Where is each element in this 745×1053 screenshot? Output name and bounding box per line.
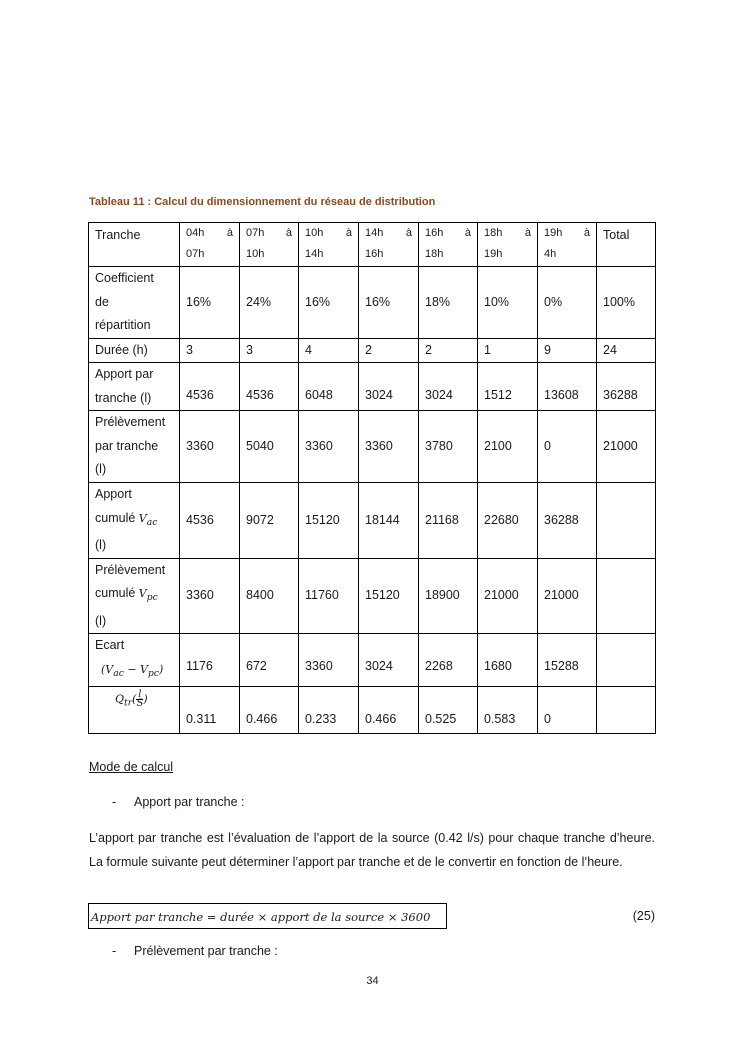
table-cell: 16%	[180, 267, 240, 339]
header-cell	[240, 223, 299, 267]
table-cell: 36288	[538, 483, 597, 559]
table-cell: 2100	[478, 411, 538, 483]
row-label: Apport cumulé $V_{ac}$ (l)	[89, 483, 180, 559]
page-number: 34	[366, 975, 379, 987]
table-cell: 0.311	[180, 686, 240, 733]
table-cell: 18%	[419, 267, 478, 339]
table-cell: 21000	[478, 558, 538, 634]
table-cell: 1	[478, 338, 538, 363]
bullet-prelevement	[112, 944, 278, 958]
header-tranche: Tranche	[89, 223, 180, 267]
table-cell: 100%	[597, 267, 656, 339]
table-cell: 0%	[538, 267, 597, 339]
header-to: 19h	[484, 248, 503, 260]
header-a: à	[583, 227, 590, 239]
fraction: $\frac{l}{S}$	[136, 688, 144, 709]
bullet-dash: -	[112, 795, 117, 809]
mode-de-calcul-heading: Mode de calcul	[89, 760, 174, 774]
row-label: $Q_{tr}$( $\frac{l}{S}$ )	[89, 686, 180, 733]
row-label: Durée (h)	[89, 338, 180, 363]
table-cell: 4536	[180, 363, 240, 411]
table-cell: 2268	[419, 634, 478, 686]
table-cell: 4	[299, 338, 359, 363]
table-cell: 9	[538, 338, 597, 363]
table-cell: 22680	[478, 483, 538, 559]
table-cell: 3780	[419, 411, 478, 483]
table-cell: 0.525	[419, 686, 478, 733]
table-cell: 5040	[240, 411, 299, 483]
table-cell: 16%	[299, 267, 359, 339]
table-row	[89, 686, 656, 733]
header-to: 4h	[544, 248, 557, 260]
body-paragraph: L’apport par tranche est l’évaluation de l’apport de la source (0.42 l/s) pour chaque tranche d’heure. La formule suivante peut déterminer l’apport par tranche et de le convertir en fonction de l’heure.	[89, 831, 655, 869]
header-from: 14h	[365, 227, 384, 239]
row-label: Prélèvement par tranche (l)	[89, 411, 180, 483]
bullet-dash: -	[112, 944, 117, 958]
table-row	[89, 483, 656, 559]
distribution-table	[88, 222, 656, 734]
table-cell: 0	[538, 411, 597, 483]
table-cell: 2	[419, 338, 478, 363]
row-label: Coefficient de répartition	[89, 267, 180, 339]
table-caption: Tableau 11 : Calcul du dimensionnement du réseau de distribution	[89, 196, 436, 208]
table-cell: 3360	[299, 411, 359, 483]
table-cell: 1680	[478, 634, 538, 686]
table-cell: 9072	[240, 483, 299, 559]
table-cell: 11760	[299, 558, 359, 634]
table-cell: 10%	[478, 267, 538, 339]
header-cell	[359, 223, 419, 267]
table-cell: 0.466	[359, 686, 419, 733]
table-cell: 15120	[299, 483, 359, 559]
table-cell	[597, 483, 656, 559]
header-cell	[478, 223, 538, 267]
header-cell	[419, 223, 478, 267]
table-cell: 672	[240, 634, 299, 686]
table-cell: 1176	[180, 634, 240, 686]
table-cell: 3360	[359, 411, 419, 483]
header-from: 10h	[305, 227, 324, 239]
bullet-prelevement-label: Prélèvement par tranche :	[134, 944, 278, 958]
formula-box: Apport par tranche = durée × apport de la source × 3600	[88, 903, 447, 929]
table-cell: 3360	[180, 411, 240, 483]
table-cell: 18900	[419, 558, 478, 634]
bullet-apport-label: Apport par tranche :	[134, 795, 245, 809]
table-cell: 0.233	[299, 686, 359, 733]
row-label: Prélèvement cumulé $V_{pc}$ (l)	[89, 558, 180, 634]
header-from: 18h	[484, 227, 503, 239]
table-cell: 3	[240, 338, 299, 363]
table-cell	[597, 558, 656, 634]
table-cell: 3360	[180, 558, 240, 634]
header-to: 16h	[365, 248, 384, 260]
header-row	[89, 223, 656, 267]
table-cell: 16%	[359, 267, 419, 339]
table-row	[89, 338, 656, 363]
header-from: 19h	[544, 227, 563, 239]
table-cell: 15120	[359, 558, 419, 634]
table-cell: 3024	[359, 634, 419, 686]
header-cell	[299, 223, 359, 267]
table-cell: 18144	[359, 483, 419, 559]
bullet-apport	[112, 795, 244, 809]
table-row	[89, 363, 656, 411]
header-a: à	[464, 227, 471, 239]
header-to: 07h	[186, 248, 205, 260]
table-cell: 2	[359, 338, 419, 363]
table-cell: 36288	[597, 363, 656, 411]
row-label: Apport par tranche (l)	[89, 363, 180, 411]
header-a: à	[285, 227, 292, 239]
header-a: à	[226, 227, 233, 239]
table-cell: 1512	[478, 363, 538, 411]
header-a: à	[405, 227, 412, 239]
table-cell: 3024	[359, 363, 419, 411]
table-cell: 3024	[419, 363, 478, 411]
table-cell: 0.466	[240, 686, 299, 733]
header-to: 18h	[425, 248, 444, 260]
table-cell: 3360	[299, 634, 359, 686]
header-total: Total	[597, 223, 656, 267]
header-a: à	[524, 227, 531, 239]
table-cell: 13608	[538, 363, 597, 411]
header-to: 10h	[246, 248, 265, 260]
equation-number: (25)	[632, 909, 655, 923]
table-cell: 0.583	[478, 686, 538, 733]
table-row	[89, 558, 656, 634]
table-cell	[597, 634, 656, 686]
table-cell: 24%	[240, 267, 299, 339]
table-cell: 6048	[299, 363, 359, 411]
table-cell: 21168	[419, 483, 478, 559]
header-from: 16h	[425, 227, 444, 239]
table-row	[89, 411, 656, 483]
header-from: 07h	[246, 227, 265, 239]
header-a: à	[345, 227, 352, 239]
header-cell	[180, 223, 240, 267]
table-cell: 3	[180, 338, 240, 363]
table-cell: 21000	[597, 411, 656, 483]
header-cell	[538, 223, 597, 267]
table-cell: 0	[538, 686, 597, 733]
table-cell: 21000	[538, 558, 597, 634]
table-cell: 8400	[240, 558, 299, 634]
table-cell: 4536	[240, 363, 299, 411]
header-from: 04h	[186, 227, 205, 239]
header-to: 14h	[305, 248, 324, 260]
table-cell: 24	[597, 338, 656, 363]
table-row	[89, 634, 656, 686]
row-label: Ecart $(V_{ac} - V_{pc})$	[89, 634, 180, 686]
table-row	[89, 267, 656, 339]
table-cell: 15288	[538, 634, 597, 686]
table-cell: 4536	[180, 483, 240, 559]
table-cell	[597, 686, 656, 733]
